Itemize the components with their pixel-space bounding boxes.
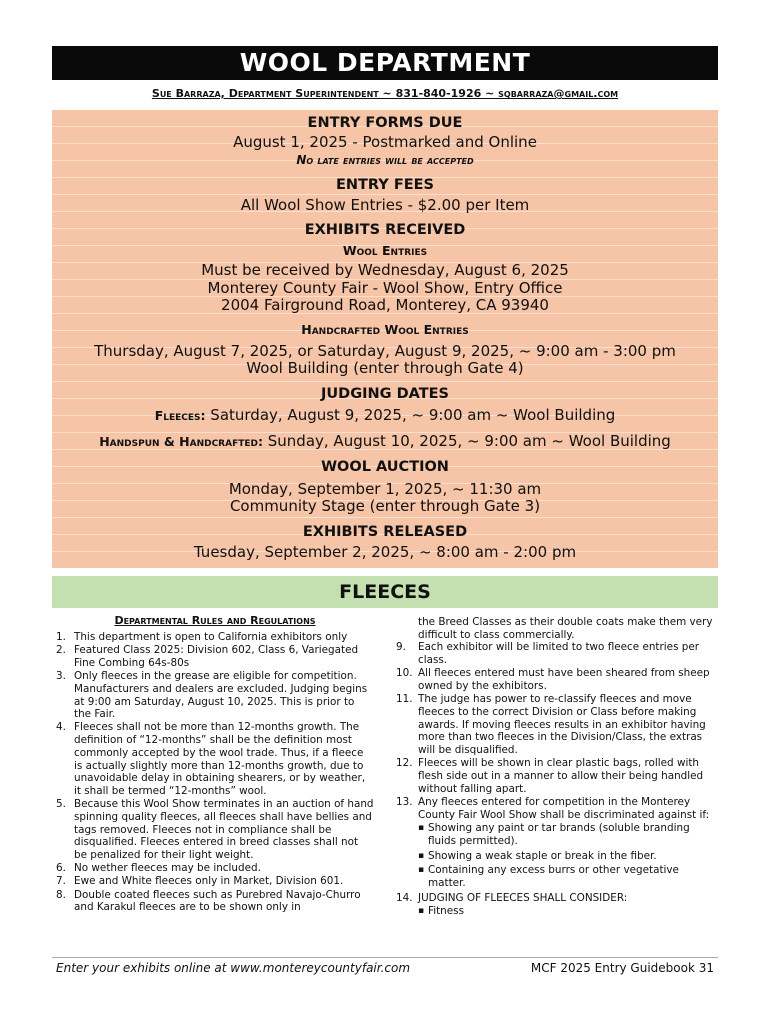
- rule-item: [56, 644, 374, 669]
- rule-14-list: [396, 892, 718, 905]
- rule-text: Fleeces will be shown in clear plastic bags, rolled with flesh side out in a manner to allow their being handled without falling apart.: [418, 757, 704, 795]
- footer-website-note: Enter your exhibits online at www.montereycountyfair.com: [56, 961, 411, 975]
- rule-item: [56, 721, 374, 797]
- rule-text: Only fleeces in the grease are eligible for competition. Manufacturers and dealers are excluded. Judging begins at 9:00 am Saturday, August 10, 2025. This is prior to the Fair.: [74, 670, 368, 721]
- wool-entries-office: Monterey County Fair - Wool Show, Entry Office: [207, 279, 563, 297]
- department-title: WOOL DEPARTMENT: [52, 46, 718, 80]
- rule-text: Double coated fleeces such as Purebred Navajo-Churro and Karakul fleeces are to be shown only in: [74, 888, 361, 914]
- rule-item: [56, 889, 374, 914]
- rule-number: 8.: [56, 888, 66, 901]
- rule-text: Ewe and White fleeces only in Market, Division 601.: [74, 875, 344, 888]
- rule-number: 1.: [56, 631, 66, 643]
- rule-item: [56, 798, 374, 862]
- schedule-info-box: [52, 110, 718, 568]
- rule-item: [396, 641, 718, 666]
- wool-auction-location: Community Stage (enter through Gate 3): [229, 497, 541, 515]
- no-late-entries-note: No late entries will be accepted: [296, 153, 474, 167]
- entry-forms-due-date: August 1, 2025 - Postmarked and Online: [233, 133, 537, 151]
- handspun-judging-text: Sunday, August 10, 2025, ~ 9:00 am ~ Wool Building: [267, 432, 671, 450]
- entry-fees-amount: All Wool Show Entries - $2.00 per Item: [240, 196, 530, 214]
- rule-text: The judge has power to re-classify fleeces and move fleeces to the correct Division or Class before making awards. If moving fleeces results in an exhibitor having more than two fleeces in the Division/Class, the extras will be disqualified.: [418, 693, 706, 757]
- rule-number: 14.: [396, 891, 413, 904]
- wool-auction-heading: WOOL AUCTION: [321, 459, 449, 475]
- judging-dates-heading: JUDGING DATES: [321, 386, 449, 402]
- rule-item: [396, 892, 718, 905]
- rule-text: Fleeces shall not be more than 12-months growth. The definition of “12-months” shall be the definition most commonly accepted by the wool trade. Thus, if a fleece is actually slightly more than 12-months growth, due to unavoidable delay in obtaining shearers, or by weather, it shall be termed “12-months” wool.: [74, 721, 366, 797]
- rules-list-right: [396, 641, 718, 821]
- bullet-item: ▪ Fitness: [418, 905, 718, 918]
- rule-text: JUDGING OF FLEECES SHALL CONSIDER:: [418, 891, 628, 904]
- rule-item: [396, 757, 718, 795]
- entry-forms-due-heading: ENTRY FORMS DUE: [307, 115, 463, 131]
- fleeces-section-title: FLEECES: [52, 576, 718, 608]
- rule-item: [56, 670, 374, 721]
- rule-text: All fleeces entered must have been sheared from sheep owned by the exhibitors.: [418, 667, 710, 693]
- rule-text: Featured Class 2025: Division 602, Class 6, Variegated Fine Combing 64s-80s: [74, 644, 359, 669]
- rule-number: 11.: [396, 693, 413, 706]
- rule-13-bullets: [396, 822, 718, 890]
- handspun-judging-line: [52, 433, 718, 451]
- rules-column-right: [396, 616, 718, 920]
- rule-item: [56, 862, 374, 875]
- handcrafted-entries-location: Wool Building (enter through Gate 4): [246, 359, 524, 377]
- rule-number: 12.: [396, 757, 413, 770]
- rule-number: 5.: [56, 798, 66, 811]
- rule-number: 9.: [396, 641, 406, 654]
- rule-text: This department is open to California exhibitors only: [74, 631, 348, 643]
- rules-list-left: [56, 631, 374, 914]
- wool-entries-deadline: Must be received by Wednesday, August 6, 2025: [201, 261, 569, 279]
- entry-fees-heading: ENTRY FEES: [335, 177, 434, 193]
- rule-number: 7.: [56, 875, 66, 888]
- rule-item: [56, 631, 374, 644]
- rules-title: Departmental Rules and Regulations: [114, 614, 316, 627]
- rule-14-bullets: [396, 905, 718, 918]
- rule-item: [396, 667, 718, 692]
- wool-entries-address: 2004 Fairground Road, Monterey, CA 93940: [221, 296, 549, 314]
- rule-number: 6.: [56, 862, 66, 875]
- exhibits-received-heading: EXHIBITS RECEIVED: [304, 222, 466, 238]
- rule-number: 4.: [56, 721, 66, 734]
- exhibits-released-date: Tuesday, September 2, 2025, ~ 8:00 am - 2:00 pm: [193, 543, 577, 561]
- handcrafted-entries-subheading: Handcrafted Wool Entries: [301, 322, 469, 337]
- handcrafted-entries-dates: Thursday, August 7, 2025, or Saturday, August 9, 2025, ~ 9:00 am - 3:00 pm: [94, 342, 676, 360]
- rule-item: [396, 693, 718, 757]
- rule-text: Any fleeces entered for competition in the Monterey County Fair Wool Show shall be discriminated against if:: [418, 795, 710, 821]
- bullet-item: ▪ Containing any excess burrs or other vegetative matter.: [418, 864, 718, 889]
- footer-page-label: MCF 2025 Entry Guidebook 31: [530, 961, 714, 975]
- rule-item: [56, 875, 374, 888]
- rule-number: 10.: [396, 667, 413, 680]
- rule-number: 13.: [396, 795, 413, 808]
- exhibits-released-heading: EXHIBITS RELEASED: [302, 524, 468, 540]
- rule-number: 3.: [56, 670, 66, 683]
- superintendent-contact: Sue Barraza, Department Superintendent ~ 831-840-1926 ~ sqbarraza@gmail.com: [151, 87, 619, 100]
- bullet-item: ▪ Showing a weak staple or break in the fiber.: [418, 850, 718, 863]
- fleeces-judging-text: Saturday, August 9, 2025, ~ 9:00 am ~ Wool Building: [210, 406, 616, 424]
- footer-divider: [52, 957, 718, 958]
- rule-8-continued: the Breed Classes as their double coats make them very difficult to class commercially.: [418, 616, 713, 641]
- fleeces-judging-label: Fleeces:: [154, 408, 206, 423]
- rule-text: Because this Wool Show terminates in an auction of hand spinning quality fleeces, all fleeces shall have bellies and tags removed. Fleeces not in compliance shall be disqualified. Fleeces entered in breed classes shall not be penalized for their light weight.: [74, 798, 374, 861]
- wool-entries-subheading: Wool Entries: [342, 243, 428, 258]
- handspun-judging-label: Handspun & Handcrafted:: [99, 434, 263, 449]
- rule-text: Each exhibitor will be limited to two fleece entries per class.: [418, 641, 700, 667]
- rules-column-left: [56, 614, 374, 914]
- rule-text: No wether fleeces may be included.: [74, 862, 261, 875]
- rule-item: [396, 796, 718, 821]
- fleeces-judging-line: [52, 407, 718, 425]
- wool-auction-date: Monday, September 1, 2025, ~ 11:30 am: [228, 480, 542, 498]
- bullet-item: ▪ Showing any paint or tar brands (soluble branding fluids permitted).: [418, 822, 718, 847]
- rule-number: 2.: [56, 644, 66, 657]
